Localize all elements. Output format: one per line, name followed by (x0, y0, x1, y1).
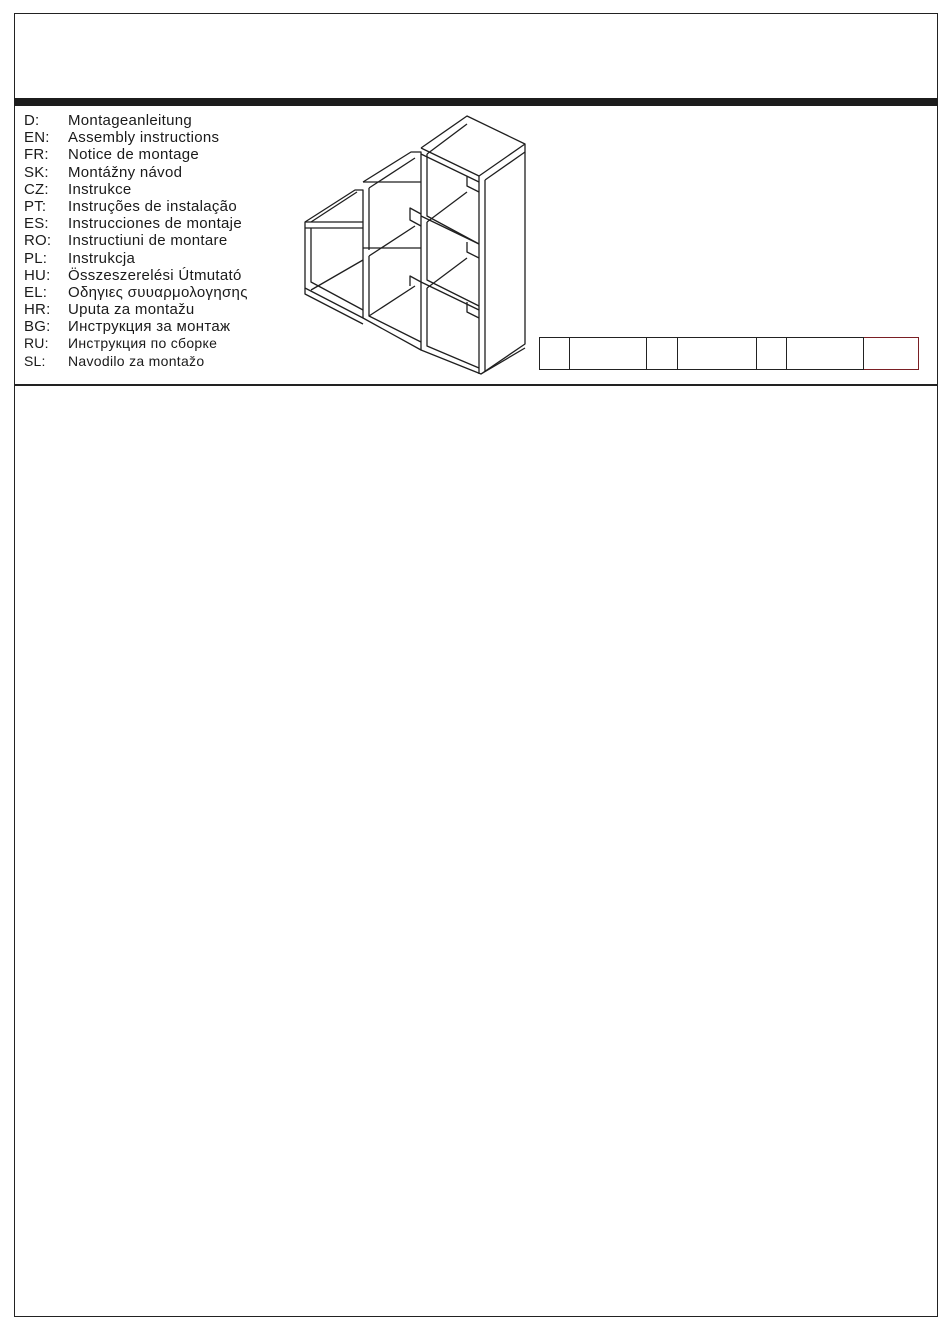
language-code: EL: (24, 283, 48, 301)
language-code: RO: (24, 232, 52, 250)
language-code: D: (24, 112, 40, 129)
language-code: RU: (24, 335, 49, 352)
language-code: EN: (24, 129, 50, 147)
language-title: Montážny návod (68, 163, 183, 181)
top-empty-band (15, 14, 937, 98)
language-code: FR: (24, 146, 49, 164)
language-title: Összeszerelési Útmutató (68, 266, 242, 284)
language-title: Instrukcja (68, 249, 136, 267)
table-cell (570, 338, 647, 370)
table-row (540, 338, 919, 370)
language-code: BG: (24, 318, 51, 336)
language-title: Инструкция за монтаж (68, 318, 231, 336)
language-code: PL: (24, 249, 48, 267)
header-thick-rule (14, 98, 938, 106)
language-code: HR: (24, 301, 51, 319)
language-title: Instruções de instalação (68, 197, 237, 215)
language-code: ES: (24, 215, 49, 233)
table-cell (647, 338, 678, 370)
language-title: Instrucciones de montaje (68, 215, 242, 233)
table-cell (757, 338, 787, 370)
language-title: Инструкция по сборке (68, 335, 218, 352)
language-title: Instructiuni de montare (68, 232, 228, 250)
language-code: HU: (24, 266, 51, 284)
language-title: Montageanleitung (68, 112, 193, 129)
table-cell (678, 338, 757, 370)
part-number-table (539, 337, 919, 370)
language-code: SK: (24, 163, 49, 181)
language-code: CZ: (24, 180, 49, 198)
table-cell (787, 338, 864, 370)
table-cell-accent (864, 338, 919, 370)
language-title: Instrukce (68, 180, 132, 198)
language-title: Uputa za montažu (68, 301, 195, 319)
language-title: Assembly instructions (68, 129, 220, 147)
language-title: Notice de montage (68, 146, 200, 164)
language-title: Navodilo za montažo (68, 352, 205, 369)
table-cell (540, 338, 570, 370)
blank-content-area (15, 386, 937, 1316)
language-code: PT: (24, 197, 47, 215)
stepped-cube-shelf-icon (300, 110, 532, 380)
language-code: SL: (24, 352, 46, 369)
language-title: Οδηγιες συυαρμολογησης (68, 283, 248, 301)
